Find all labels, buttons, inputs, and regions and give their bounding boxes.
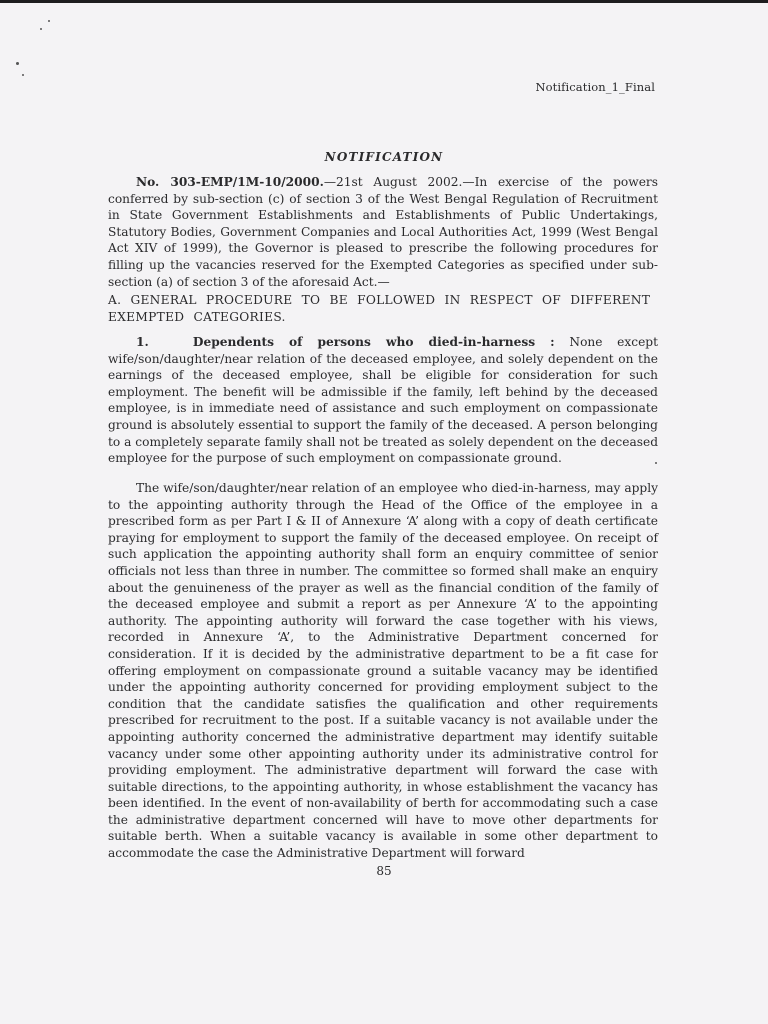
section-1-number: 1. [136, 335, 149, 349]
scan-speck [40, 28, 42, 30]
section-1-heading: Dependents of persons who died-in-harness : [192, 335, 555, 349]
procedure-paragraph: The wife/son/daughter/near relation of an employee who died-in-harness, may apply to the appointing authority through the Head of the Office of the employee in a prescribed form as per Part I & II of Annexure ‘A’ along with a copy of death certificate praying for employment to support the family of the deceased employee. On receipt of such application the appointing authority shall form an enquiry committee of senior officials not less than three in number. The committee so formed shall make an enquiry about the genuineness of the prayer as well as the financial condition of the family of the deceased employee and submit a report as per Annexure ‘A’ to the appointing authority. The appointing authority will forward the case together with his views, recorded in Annexure ‘A’, to the Administrative Department concerned for consideration. If it is decided by the administrative department to be a fit case for offering employment on compassionate ground a suitable vacancy may be identified under the appointing authority concerned for providing employment subject to the condition that the candidate satisfies the qualification and other requirements prescribed for recruitment to the post. If a suitable vacancy is not available under the appointing authority concerned the administrative department may identify suitable vacancy under some other appointing authority under its administrative control for providing employment. The administrative department will forward the case with suitable directions, to the appointing authority, in whose establishment the vacancy has been identified. In the event of non-availability of berth for accommodating such a case the administrative department concerned will have to move other departments for suitable berth. When a suitable vacancy is available in some other department to accommodate the case the Administrative Department will forward [108, 481, 658, 861]
scan-top-edge [0, 0, 768, 3]
intro-paragraph [108, 174, 658, 290]
scan-speck [22, 74, 24, 76]
document-title: NOTIFICATION [324, 150, 444, 164]
section-1-paragraph [108, 334, 658, 467]
intro-text: —21st August 2002.—In exercise of the powers conferred by sub-section (c) of section 3 of the West Bengal Regulation of Recruitment in State Government Establishments and Establishments of Public Undertakings, Statutory Bodies, Government Companies and Local Authorities Act, 1999 (West Bengal Act XIV of 1999), the Governor is pleased to prescribe the following procedures for filling up the vacancies reserved for the Exempted Categories as specified under sub-section (a) of section 3 of the aforesaid Act.— [108, 175, 658, 289]
notification-number: No. 303-EMP/1M-10/2000. [136, 175, 324, 189]
section-a-heading: A. GENERAL PROCEDURE TO BE FOLLOWED IN RESPECT OF DIFFERENT EXEMPTED CATEGORIES. [108, 293, 651, 324]
document-reference: Notification_1_Final [535, 80, 655, 94]
section-1-text: None except wife/son/daughter/near relation of the deceased employee, and solely dependent on the earnings of the deceased employee, shall be eligible for consideration for such employment. The benefit will be admissible if the family, left behind by the deceased employee, is in immediate need of assistance and such employment on compassionate ground is absolutely essential to support the family of the deceased. A person belonging to a completely separate family shall not be treated as solely dependent on the deceased employee for the purpose of such employment on compassionate ground. [108, 335, 658, 466]
scan-speck [48, 20, 50, 22]
page-number: 85 [376, 864, 392, 878]
scan-speck [16, 62, 19, 65]
